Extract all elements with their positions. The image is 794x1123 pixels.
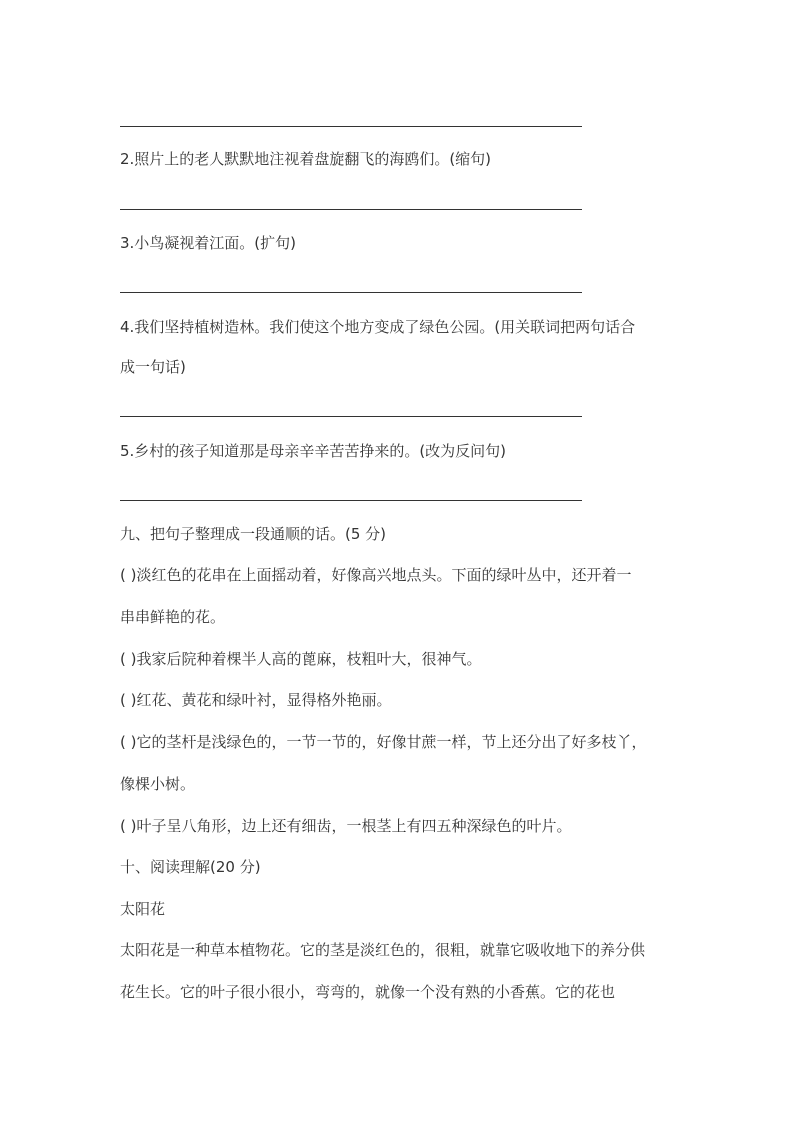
order-blank[interactable]: ( ) [120, 566, 137, 584]
answer-line [120, 416, 582, 417]
answer-line [120, 209, 582, 210]
question-4-line-1: 4.我们坚持植树造林。我们使这个地方变成了绿色公园。(用关联词把两句话合 [120, 318, 636, 336]
question-2: 2.照片上的老人默默地注视着盘旋翻飞的海鸥们。(缩句) [120, 150, 492, 168]
question-5: 5.乡村的孩子知道那是母亲辛辛苦苦挣来的。(改为反问句) [120, 442, 507, 460]
ordering-item-3 [120, 690, 392, 710]
answer-line [120, 500, 582, 501]
section-9-title: 九、把句子整理成一段通顺的话。(5 分) [120, 525, 387, 543]
answer-line [120, 292, 582, 293]
ordering-item-text: 我家后院种着棵半人高的蓖麻，枝粗叶大，很神气。 [136, 650, 482, 668]
answer-line [120, 126, 582, 127]
passage-line-1: 太阳花是一种草本植物花。它的茎是淡红色的，很粗，就靠它吸收地下的养分供 [120, 941, 646, 959]
ordering-item-2 [120, 649, 482, 669]
order-blank[interactable]: ( ) [120, 691, 137, 709]
ordering-item-text: 它的茎杆是浅绿色的，一节一节的，好像甘蔗一样，节上还分出了好多枝丫， [136, 733, 647, 751]
passage-line-2: 花生长。它的叶子很小很小，弯弯的，就像一个没有熟的小香蕉。它的花也 [120, 983, 616, 1001]
ordering-item-text: 叶子呈八角形，边上还有细齿，一根茎上有四五种深绿色的叶片。 [136, 817, 572, 835]
ordering-item-text: 淡红色的花串在上面摇动着，好像高兴地点头。下面的绿叶丛中，还开着一 [136, 566, 632, 584]
order-blank[interactable]: ( ) [120, 650, 137, 668]
ordering-item-5 [120, 816, 572, 836]
ordering-item-text: 红花、黄花和绿叶衬，显得格外艳丽。 [136, 691, 392, 709]
section-10-title: 十、阅读理解(20 分) [120, 858, 261, 876]
order-blank[interactable]: ( ) [120, 733, 137, 751]
question-4-line-2: 成一句话) [120, 358, 186, 376]
ordering-item-1 [120, 565, 632, 585]
order-blank[interactable]: ( ) [120, 817, 137, 835]
ordering-item-4 [120, 732, 647, 752]
ordering-item-1-continued: 串串鲜艳的花。 [120, 608, 226, 626]
passage-title: 太阳花 [120, 900, 166, 918]
question-3: 3.小鸟凝视着江面。(扩句) [120, 234, 297, 252]
ordering-item-4-continued: 像棵小树。 [120, 775, 196, 793]
